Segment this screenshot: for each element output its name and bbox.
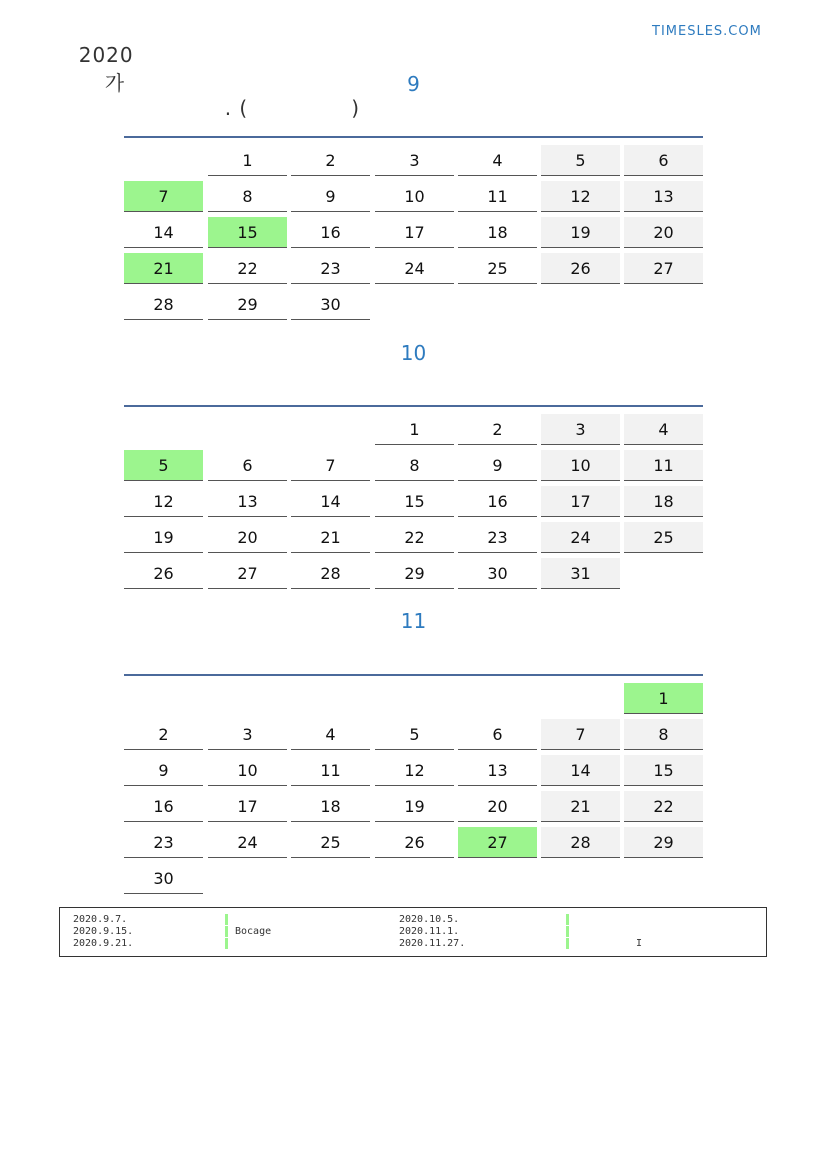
legend-col-4 <box>636 914 642 950</box>
legend-name <box>636 926 642 938</box>
day-cell: 24 <box>208 827 287 858</box>
day-cell: 6 <box>458 719 537 750</box>
day-cell: 26 <box>375 827 454 858</box>
day-cell: 25 <box>291 827 370 858</box>
day-cell: 23 <box>458 522 537 553</box>
day-cell: 17 <box>375 217 454 248</box>
day-cell: 10 <box>375 181 454 212</box>
legend-marker <box>566 914 569 925</box>
legend-marker <box>225 914 228 925</box>
day-cell: 21 <box>291 522 370 553</box>
day-cell: 29 <box>208 289 287 320</box>
legend-col-3 <box>399 914 465 950</box>
day-cell: 20 <box>208 522 287 553</box>
legend-name: I <box>636 938 643 949</box>
day-cell: 16 <box>124 791 203 822</box>
day-cell-holiday: 21 <box>124 253 203 284</box>
legend-marker <box>225 938 228 949</box>
day-cell: 17 <box>541 486 620 517</box>
day-cell: 25 <box>458 253 537 284</box>
day-cell-holiday: 5 <box>124 450 203 481</box>
title-paren: . ( ) <box>224 96 361 120</box>
day-cell: 29 <box>375 558 454 589</box>
day-cell: 6 <box>624 145 703 176</box>
day-cell: 8 <box>208 181 287 212</box>
day-cell: 2 <box>291 145 370 176</box>
day-cell: 8 <box>624 719 703 750</box>
day-cell: 18 <box>624 486 703 517</box>
day-cell: 16 <box>291 217 370 248</box>
day-cell: 1 <box>375 414 454 445</box>
day-cell: 14 <box>124 217 203 248</box>
day-cell: 19 <box>375 791 454 822</box>
day-cell: 12 <box>124 486 203 517</box>
legend-marker <box>566 938 569 949</box>
day-cell: 19 <box>124 522 203 553</box>
legend-date: 2020.9.7. <box>73 914 128 925</box>
day-cell: 9 <box>291 181 370 212</box>
day-cell: 24 <box>375 253 454 284</box>
day-cell: 20 <box>458 791 537 822</box>
day-cell: 27 <box>208 558 287 589</box>
day-cell: 29 <box>624 827 703 858</box>
day-cell: 16 <box>458 486 537 517</box>
day-cell: 11 <box>291 755 370 786</box>
day-cell: 13 <box>458 755 537 786</box>
title-char: 가 <box>104 71 126 95</box>
day-cell: 12 <box>375 755 454 786</box>
day-cell: 19 <box>541 217 620 248</box>
title-year: 2020 <box>78 43 134 67</box>
legend-date: 2020.9.15. <box>73 926 134 937</box>
legend-box <box>59 907 767 957</box>
day-cell: 7 <box>291 450 370 481</box>
brand-link[interactable]: TIMESLES.COM <box>652 24 762 39</box>
month-title: 11 <box>400 609 427 633</box>
day-cell: 10 <box>208 755 287 786</box>
day-cell: 2 <box>458 414 537 445</box>
day-cell: 31 <box>541 558 620 589</box>
day-cell: 25 <box>624 522 703 553</box>
month-calendar <box>124 674 703 888</box>
legend-name <box>235 938 271 950</box>
legend-name: Bocage <box>235 926 272 937</box>
month-title: 10 <box>400 341 427 365</box>
month-calendar <box>124 136 703 314</box>
day-cell: 26 <box>124 558 203 589</box>
calendar-top-rule <box>124 674 703 676</box>
day-cell: 30 <box>124 863 203 894</box>
day-cell: 24 <box>541 522 620 553</box>
day-cell: 11 <box>458 181 537 212</box>
day-cell-holiday: 27 <box>458 827 537 858</box>
legend-col-1 <box>73 914 133 950</box>
legend-date: 2020.10.5. <box>399 914 460 925</box>
month-calendar <box>124 405 703 583</box>
day-cell: 4 <box>624 414 703 445</box>
day-cell-holiday: 1 <box>624 683 703 714</box>
day-cell: 5 <box>541 145 620 176</box>
legend-marker <box>566 926 569 937</box>
day-cell: 26 <box>541 253 620 284</box>
day-cell: 28 <box>124 289 203 320</box>
day-cell: 9 <box>124 755 203 786</box>
day-cell: 27 <box>624 253 703 284</box>
day-cell: 3 <box>208 719 287 750</box>
day-cell: 1 <box>208 145 287 176</box>
day-cell-holiday: 7 <box>124 181 203 212</box>
calendar-top-rule <box>124 405 703 407</box>
legend-date: 2020.9.21. <box>73 938 134 949</box>
day-cell: 28 <box>541 827 620 858</box>
day-cell: 18 <box>458 217 537 248</box>
day-cell: 22 <box>624 791 703 822</box>
day-cell: 13 <box>624 181 703 212</box>
legend-name <box>636 914 642 926</box>
day-cell: 30 <box>291 289 370 320</box>
legend-name <box>235 914 271 926</box>
calendar-top-rule <box>124 136 703 138</box>
day-cell: 2 <box>124 719 203 750</box>
day-cell: 14 <box>291 486 370 517</box>
day-cell: 18 <box>291 791 370 822</box>
day-cell: 12 <box>541 181 620 212</box>
day-cell: 23 <box>291 253 370 284</box>
month-title: 9 <box>407 72 420 96</box>
legend-date: 2020.11.1. <box>399 926 460 937</box>
legend-col-2 <box>235 914 271 950</box>
day-cell: 20 <box>624 217 703 248</box>
day-cell: 3 <box>375 145 454 176</box>
legend-marker <box>225 926 228 937</box>
day-cell: 28 <box>291 558 370 589</box>
day-cell: 17 <box>208 791 287 822</box>
day-cell: 15 <box>375 486 454 517</box>
day-cell: 4 <box>291 719 370 750</box>
day-cell: 9 <box>458 450 537 481</box>
day-cell: 22 <box>375 522 454 553</box>
day-cell: 15 <box>624 755 703 786</box>
day-cell: 14 <box>541 755 620 786</box>
day-cell: 8 <box>375 450 454 481</box>
day-cell: 11 <box>624 450 703 481</box>
day-cell: 13 <box>208 486 287 517</box>
day-cell-holiday: 15 <box>208 217 287 248</box>
day-cell: 30 <box>458 558 537 589</box>
day-cell: 3 <box>541 414 620 445</box>
day-cell: 10 <box>541 450 620 481</box>
day-cell: 7 <box>541 719 620 750</box>
day-cell: 22 <box>208 253 287 284</box>
day-cell: 23 <box>124 827 203 858</box>
day-cell: 6 <box>208 450 287 481</box>
day-cell: 5 <box>375 719 454 750</box>
legend-date: 2020.11.27. <box>399 938 466 949</box>
day-cell: 21 <box>541 791 620 822</box>
day-cell: 4 <box>458 145 537 176</box>
page-title <box>64 19 360 120</box>
